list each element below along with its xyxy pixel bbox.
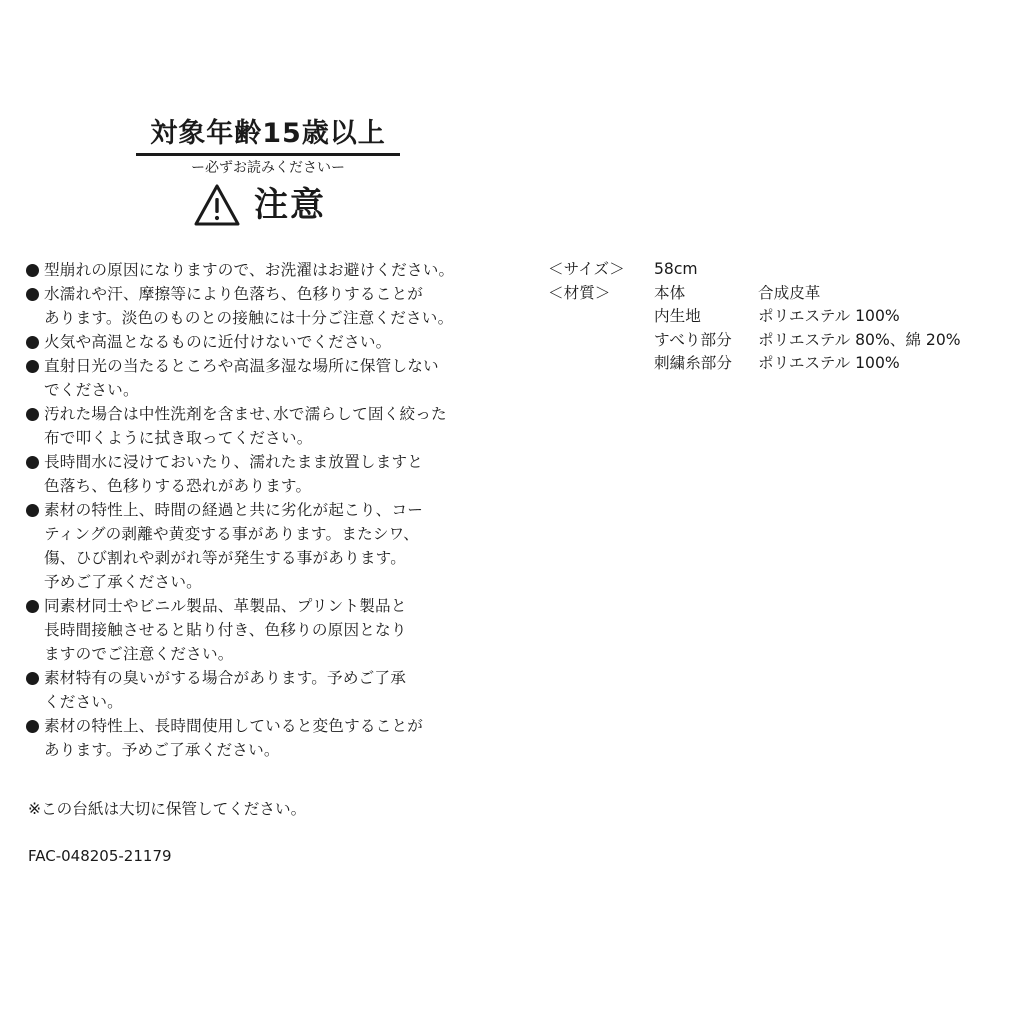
bullet-icon bbox=[26, 456, 39, 469]
bullet-icon bbox=[26, 360, 39, 373]
spec-key-spacer bbox=[548, 305, 654, 329]
material-row bbox=[548, 305, 961, 329]
caution-note bbox=[24, 450, 514, 498]
caution-note-line: 長時間水に浸けておいたり、濡れたまま放置しますと bbox=[44, 453, 424, 471]
bullet-icon bbox=[26, 336, 39, 349]
caution-note-line: あります。予めご了承ください。 bbox=[44, 741, 280, 759]
caution-label: 注意 bbox=[254, 185, 326, 225]
caution-note-line: 素材特有の臭いがする場合があります。予めご了承 bbox=[44, 669, 407, 687]
spec-key-spacer bbox=[548, 352, 654, 376]
product-code: FAC-048205-21179 bbox=[28, 847, 172, 865]
size-value: 58cm bbox=[654, 260, 698, 278]
caution-note-line: ますのでご注意ください。 bbox=[44, 645, 234, 663]
caution-note-line: 予めご了承ください。 bbox=[44, 573, 202, 591]
caution-note-line: 直射日光の当たるところや高温多湿な場所に保管しない bbox=[44, 357, 439, 375]
caution-note-line: 素材の特性上、長時間使用していると変色することが bbox=[44, 717, 424, 735]
caution-note-line: 色落ち、色移りする恐れがあります。 bbox=[44, 477, 312, 495]
caution-note-line: 同素材同士やビニル製品、革製品、プリント製品と bbox=[44, 597, 407, 615]
material-value: ポリエステル 80%、綿 20% bbox=[758, 330, 961, 349]
caution-note bbox=[24, 714, 514, 762]
material-label: ＜材質＞ bbox=[548, 283, 611, 302]
bullet-icon bbox=[26, 288, 39, 301]
material-value: 合成皮革 bbox=[758, 283, 821, 302]
caution-note-line: 火気や高温となるものに近付けないでください。 bbox=[44, 333, 392, 351]
caution-notes-list bbox=[24, 258, 514, 762]
bullet-icon bbox=[26, 504, 39, 517]
material-part: すべり部分 bbox=[654, 330, 732, 349]
age-title-underline bbox=[136, 153, 400, 156]
bullet-icon bbox=[26, 264, 39, 277]
caution-note bbox=[24, 594, 514, 666]
bullet-icon bbox=[26, 408, 39, 421]
caution-note-line: あります。淡色のものとの接触には十分ご注意ください。 bbox=[44, 309, 454, 327]
caution-note bbox=[24, 666, 514, 714]
caution-note bbox=[24, 498, 514, 594]
caution-note bbox=[24, 258, 514, 282]
material-value: ポリエステル 100% bbox=[758, 354, 900, 372]
material-row bbox=[548, 282, 961, 306]
spec-table bbox=[548, 258, 961, 376]
material-value: ポリエステル 100% bbox=[758, 307, 900, 325]
spec-key-spacer bbox=[548, 329, 654, 353]
material-part: 刺繍糸部分 bbox=[654, 354, 732, 372]
spec-row-size bbox=[548, 258, 961, 282]
material-part: 本体 bbox=[654, 283, 686, 302]
caution-note-line: 布で叩くように拭き取ってください。 bbox=[44, 429, 313, 447]
material-row bbox=[548, 329, 961, 353]
read-note: ー必ずお読みくださいー bbox=[191, 160, 345, 176]
bullet-icon bbox=[26, 672, 39, 685]
caution-note-line: 長時間接触させると貼り付き、色移りの原因となり bbox=[44, 621, 407, 639]
size-label: ＜サイズ＞ bbox=[548, 260, 625, 278]
caution-note-line: ください。 bbox=[44, 693, 123, 711]
caution-heading bbox=[192, 180, 326, 230]
caution-note-line: 水濡れや汗、摩擦等により色落ち、色移りすることが bbox=[44, 285, 424, 303]
bullet-icon bbox=[26, 600, 39, 613]
caution-note bbox=[24, 354, 514, 402]
caution-note-line: 汚れた場合は中性洗剤を含ませ､水で濡らして固く絞った bbox=[44, 405, 447, 423]
caution-note-line: 傷、ひび割れや剥がれ等が発生する事があります。 bbox=[44, 549, 407, 567]
caution-note bbox=[24, 402, 514, 450]
caution-note bbox=[24, 282, 514, 330]
warning-triangle-icon bbox=[192, 182, 242, 228]
bullet-icon bbox=[26, 720, 39, 733]
caution-note-line: ティングの剥離や黄変する事があります。またシワ、 bbox=[44, 525, 419, 543]
caution-note-line: 素材の特性上、時間の経過と共に劣化が起こり、コー bbox=[44, 501, 424, 519]
materials-list bbox=[548, 282, 961, 376]
material-part: 内生地 bbox=[654, 307, 701, 325]
caution-note-line: でください。 bbox=[44, 381, 139, 399]
caution-note-line: 型崩れの原因になりますので、お洗濯はお避けください。 bbox=[44, 261, 455, 279]
caution-note bbox=[24, 330, 514, 354]
material-row bbox=[548, 352, 961, 376]
age-title: 対象年齢15歳以上 bbox=[150, 118, 386, 149]
keep-card-note: ※この台紙は大切に保管してください。 bbox=[28, 800, 307, 818]
